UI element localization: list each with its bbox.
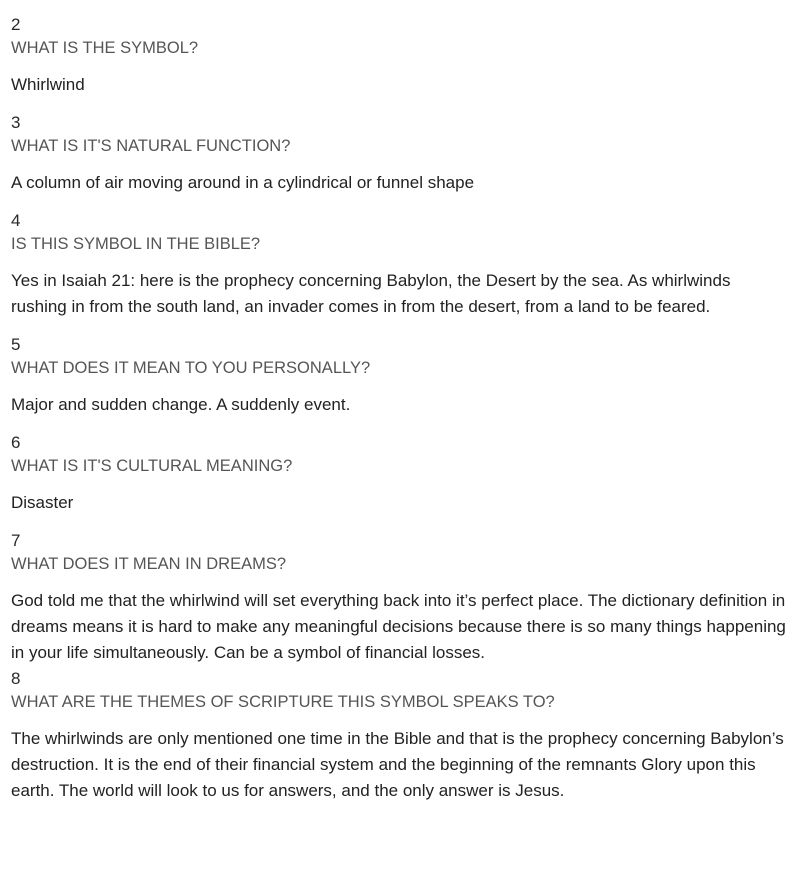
question-heading: WHAT IS THE SYMBOL? bbox=[11, 39, 199, 57]
question-heading: WHAT DOES IT MEAN IN DREAMS? bbox=[11, 555, 287, 573]
item-number: 3 bbox=[11, 113, 21, 132]
answer-text: Whirlwind bbox=[11, 75, 85, 94]
answer-text: Major and sudden change. A suddenly event. bbox=[11, 395, 351, 414]
qa-item-7 bbox=[11, 530, 786, 666]
question-heading: WHAT IS IT'S NATURAL FUNCTION? bbox=[11, 137, 291, 155]
question-heading: WHAT IS IT'S CULTURAL MEANING? bbox=[11, 457, 293, 475]
answer-text: A column of air moving around in a cylindrical or funnel shape bbox=[11, 173, 475, 192]
qa-item-8 bbox=[11, 668, 786, 804]
question-heading: WHAT ARE THE THEMES OF SCRIPTURE THIS SYMBOL SPEAKS TO? bbox=[11, 693, 555, 711]
answer-text: God told me that the whirlwind will set everything back into it’s perfect place. The dictionary definition in dreams means it is hard to make any meaningful decisions because there is so many things happening in your life simultaneously. Can be a symbol of financial losses. bbox=[11, 591, 786, 662]
item-number: 8 bbox=[11, 669, 21, 688]
qa-item-4 bbox=[11, 210, 786, 320]
question-heading: IS THIS SYMBOL IN THE BIBLE? bbox=[11, 235, 261, 253]
qa-item-5 bbox=[11, 334, 786, 418]
qa-item-3 bbox=[11, 112, 786, 196]
item-number: 6 bbox=[11, 433, 21, 452]
item-number: 5 bbox=[11, 335, 21, 354]
item-number: 4 bbox=[11, 211, 21, 230]
qa-item-2 bbox=[11, 14, 786, 98]
answer-text: Disaster bbox=[11, 493, 74, 512]
question-heading: WHAT DOES IT MEAN TO YOU PERSONALLY? bbox=[11, 359, 371, 377]
item-number: 2 bbox=[11, 15, 21, 34]
qa-item-6 bbox=[11, 432, 786, 516]
answer-text: The whirlwinds are only mentioned one time in the Bible and that is the prophecy concerning Babylon’s destruction. It is the end of their financial system and the beginning of the remnants Glory upon this earth. The world will look to us for answers, and the only answer is Jesus. bbox=[11, 729, 784, 800]
answer-text: Yes in Isaiah 21: here is the prophecy concerning Babylon, the Desert by the sea. As whirlwinds rushing in from the south land, an invader comes in from the desert, from a land to be feared. bbox=[11, 271, 731, 316]
item-number: 7 bbox=[11, 531, 21, 550]
